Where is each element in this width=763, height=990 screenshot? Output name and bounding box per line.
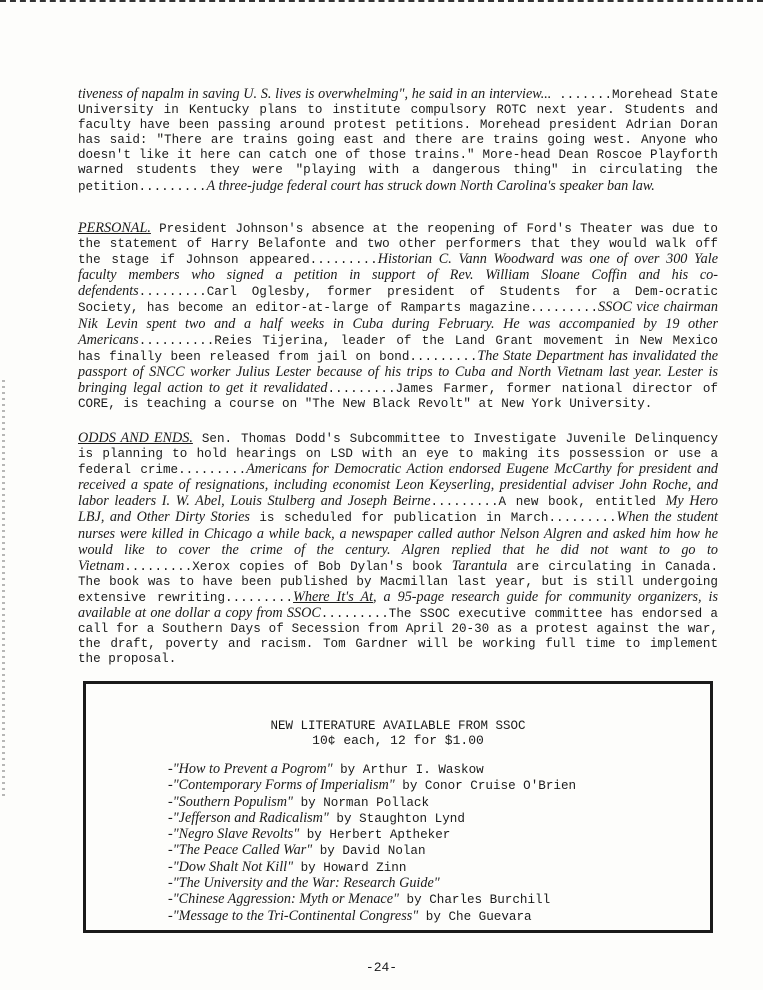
- literature-box: [83, 681, 713, 933]
- paragraph2-segment: The State Department has invalidated the passport of SNCC worker Julius Lester because of his trips to Cuba and North Vietnam last year. Lester is bringing legal action to get it revalidated: [78, 347, 718, 396]
- literature-item-title: -"Message to the Tri-Continental Congress": [168, 907, 419, 924]
- literature-list-item: [168, 860, 576, 876]
- literature-item-author: by Arthur I. Waskow: [332, 763, 484, 777]
- paragraph2-segment: Historian C. Vann Woodward was one of over 300 Yale faculty members who signed a petition in support of Rev. William Sloane Coffin and his co-defendents: [78, 251, 718, 300]
- literature-item-title: -"Contemporary Forms of Imperialism": [168, 777, 395, 794]
- literature-list-item: [168, 811, 576, 827]
- literature-list-item: [168, 892, 576, 908]
- scan-edge-marks: [2, 380, 5, 800]
- literature-list-item: [168, 795, 576, 811]
- literature-list-item: [168, 778, 576, 794]
- literature-item-author: by Staughton Lynd: [328, 811, 465, 826]
- literature-item-title: -"Southern Populism": [168, 793, 294, 810]
- paragraph2-segment: PERSONAL.: [78, 220, 151, 236]
- literature-list-item: [168, 827, 576, 843]
- paragraph2-segment: SSOC vice chairman Nik Levin spent two and a half weeks in Cuba during February. He was accompanied by 19 other Americans: [78, 299, 718, 348]
- paragraph2-segment: President Johnson's absence at the reopening of Ford's Theater was due to the statement of Harry Belafonte and two other performers that they would walk off the stage if Johnson appeared.........: [78, 222, 718, 268]
- literature-item-author: by Che Guevara: [418, 909, 532, 924]
- literature-list: [168, 762, 576, 925]
- paragraph2-segment: ..........Reies Tijerina, leader of the Land Grant movement in New Mexico has finally been released from jail on bond.........: [78, 333, 718, 364]
- paragraph3-segment: ODDS AND ENDS.: [78, 430, 193, 446]
- paragraph3-segment: .........Xerox copies of Bob Dylan's book: [124, 559, 452, 574]
- literature-list-item: [168, 843, 576, 859]
- paragraph3-segment: , a 95-page research guide for community organizers, is available at one dollar a copy from SSOC: [78, 588, 718, 622]
- paragraph1-segment: tiveness of napalm in saving U. S. lives is overwhelming", he said in an interview...: [78, 86, 552, 102]
- literature-box-title: NEW LITERATURE AVAILABLE FROM SSOC: [270, 719, 526, 733]
- literature-item-author: by Herbert Aptheker: [299, 828, 451, 843]
- literature-item-author: by Conor Cruise O'Brien: [394, 779, 577, 794]
- paragraph3-segment: When the student nurses were killed in Chicago a while back, a newspaper called author Nelson Algren and asked him how he would like to cover the crime of the century. Algren replied that he did not want to go to Vietnam: [78, 509, 719, 574]
- literature-item-title: -"Jefferson and Radicalism": [168, 809, 329, 826]
- literature-list-item: [168, 909, 576, 925]
- literature-item-author: by Charles Burchill: [398, 893, 551, 908]
- paragraph3-segment: .........A new book, entitled: [430, 495, 666, 510]
- literature-item-author: by Howard Zinn: [293, 860, 407, 875]
- literature-item-author: by David Nolan: [312, 844, 426, 859]
- paragraph3-segment: are circulating in Canada. The book was to have been published by Macmillan last year, but is still undergoing extensive rewriting.........: [78, 559, 718, 605]
- literature-item-title: -"The Peace Called War": [168, 842, 313, 859]
- paragraph3-segment: Where It's At: [293, 588, 374, 605]
- literature-item-title: -"Chinese Aggression: Myth or Menace": [168, 891, 399, 908]
- page-number: -24-: [365, 960, 398, 975]
- paragraph3-segment: Sen. Thomas Dodd's Subcommittee to Investigate Juvenile Delinquency is planning to hold hearings on LSD with an eye to making its possession or use a federal crime.........: [78, 432, 718, 478]
- paragraph2-segment: .........James Farmer, former national director of CORE, is teaching a course on "The New Black Revolt" at New York University.: [78, 381, 718, 412]
- paragraph-odds-and-ends: [78, 431, 718, 667]
- top-rule: [0, 0, 763, 6]
- paragraph3-segment: Tarantula: [451, 557, 508, 574]
- paragraph2-segment: .........Carl Oglesby, former president of Students for a Dem-ocratic Society, has become an editor-at-large of Ramparts magazine.........: [78, 285, 718, 316]
- literature-list-item: [168, 762, 576, 778]
- paragraph1-segment: .......Morehead State University in Kentucky plans to institute compulsory ROTC next year. Students and faculty have been passing around protest petitions. Morehead president Adrian Doran has said: "There are trains going east and there are trains going west. Anyone who doesn't like it here can catch one of those trains." More-head Dean Roscoe Playforth warned students they were "playing with a dangerous thing" in circulating the petition.........: [78, 88, 719, 194]
- literature-item-title: -"The University and the War: Research Guide": [168, 875, 440, 892]
- paragraph3-segment: My Hero LBJ, and Other Dirty Stories: [78, 493, 718, 526]
- paragraph-personal: [78, 221, 718, 412]
- literature-item-author: by Norman Pollack: [293, 795, 430, 810]
- paragraph3-segment: Americans for Democratic Action endorsed Eugene McCarthy for president and received a spate of resignations, including economist Leon Keyserling, presidential adviser John Roche, and labor leaders I. W. Abel, Louis Stulberg and Joseph Beirne: [78, 461, 719, 510]
- paragraph1-segment: A three-judge federal court has struck down North Carolina's speaker ban law.: [206, 177, 655, 194]
- paragraph3-segment: .........The SSOC executive committee has endorsed a call for a Southern Days of Secession from April 20-30 as a protest against the war, the draft, poverty and racism. Tom Gardner will be working full time to implement the proposal.: [78, 607, 718, 667]
- literature-item-title: -"Negro Slave Revolts": [168, 826, 300, 843]
- paragraph3-segment: is scheduled for publication in March.........: [249, 511, 617, 526]
- literature-item-title: -"How to Prevent a Pogrom": [168, 761, 333, 777]
- paragraph-napalm-morehead: [78, 87, 718, 195]
- literature-box-price: 10¢ each, 12 for $1.00: [312, 733, 484, 748]
- literature-item-title: -"Dow Shalt Not Kill": [168, 858, 294, 875]
- literature-list-item: [168, 876, 576, 892]
